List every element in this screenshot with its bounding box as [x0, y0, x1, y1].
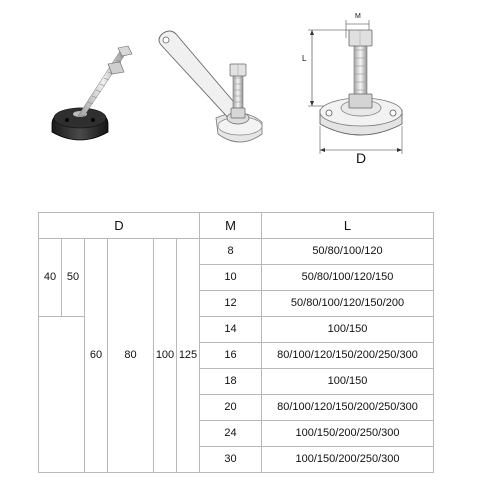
m-value: 24: [200, 421, 262, 447]
d-value-50: 50: [62, 239, 85, 317]
l-value: 100/150/200/250/300: [262, 447, 434, 473]
dimension-label-d: D: [356, 150, 367, 166]
d-value-60: 60: [85, 239, 108, 473]
dimension-label-l: L: [302, 54, 307, 63]
m-value: 20: [200, 395, 262, 421]
d-value-100: 100: [154, 239, 177, 473]
l-value: 100/150/200/250/300: [262, 421, 434, 447]
d-value-125: 125: [177, 239, 200, 473]
header-l: L: [262, 213, 434, 239]
l-value: 100/150: [262, 317, 434, 343]
l-value: 100/150: [262, 369, 434, 395]
leveling-foot-black-base-image: [40, 40, 150, 160]
l-value: 80/100/120/150/200/250/300: [262, 343, 434, 369]
m-value: 8: [200, 239, 262, 265]
m-value: 14: [200, 317, 262, 343]
spec-table: [38, 212, 434, 473]
m-value: 10: [200, 265, 262, 291]
product-illustrations: [0, 0, 480, 200]
l-value: 80/100/120/150/200/250/300: [262, 395, 434, 421]
m-value: 30: [200, 447, 262, 473]
d-empty-cell: [39, 317, 85, 473]
l-value: 50/80/100/120/150: [262, 265, 434, 291]
d-value-40: 40: [39, 239, 62, 317]
m-value: 12: [200, 291, 262, 317]
dimension-label-m: M: [355, 13, 361, 20]
d-value-80: 80: [108, 239, 154, 473]
leveling-foot-lever-image: [152, 26, 272, 156]
m-value: 18: [200, 369, 262, 395]
header-m: M: [200, 213, 262, 239]
m-value: 16: [200, 343, 262, 369]
l-value: 50/80/100/120/150/200: [262, 291, 434, 317]
l-value: 50/80/100/120: [262, 239, 434, 265]
header-d: D: [39, 213, 200, 239]
